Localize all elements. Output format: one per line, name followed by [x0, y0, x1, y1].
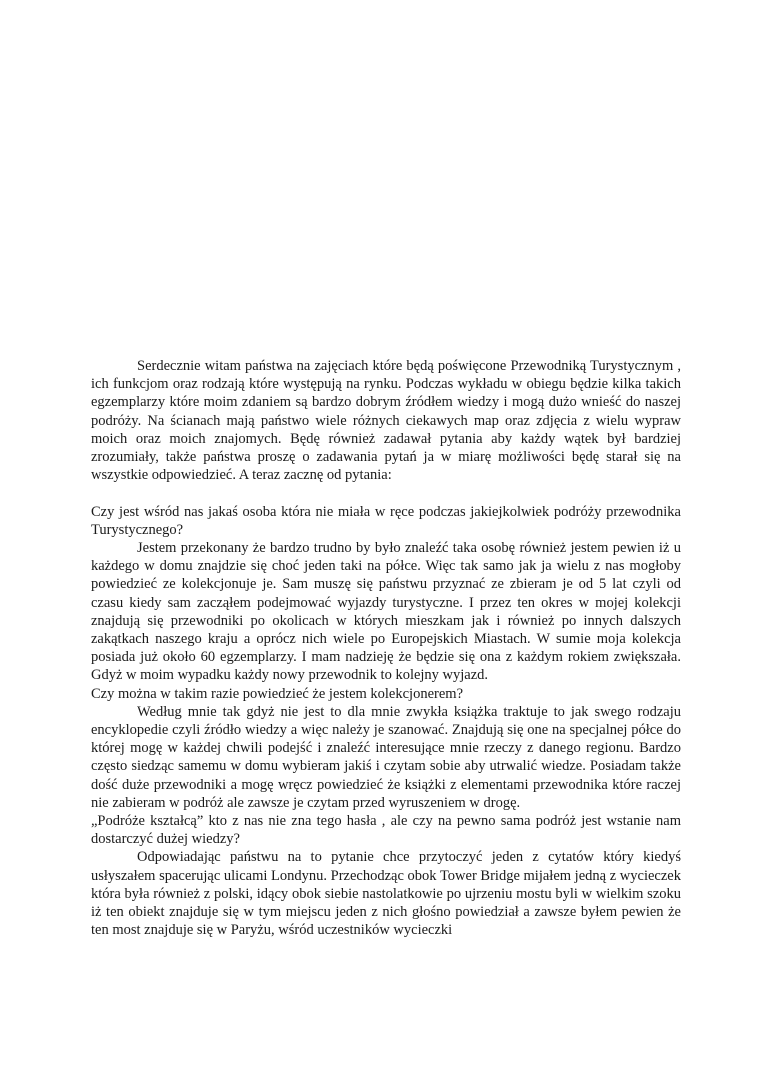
paragraph-intro: Serdecznie witam państwa na zajęciach które będą poświęcone Przewodniką Turystycznym , ich funkcjom oraz rodzają które występują na rynku. Podczas wykładu w obiegu będzie kilka takich egzemplarzy które moim zdaniem są bardzo dobrym źródłem wiedzy i mogą dużo wnieść do naszej podróży. Na ścianach mają państwo wiele różnych ciekawych map oraz zdjęcia z wielu wypraw moich oraz moich znajomych. Będę również zadawał pytania aby każdy wątek był bardziej zrozumiały, także państwa proszę o zadawania pytań ja w miarę możliwości będę starał się na wszystkie odpowiedzieć. A teraz zacznę od pytania:: [91, 358, 681, 484]
paragraph-question-2: Czy można w takim razie powiedzieć że jestem kolekcjonerem?: [91, 685, 464, 702]
paragraph-question-1: Czy jest wśród nas jakaś osoba która nie miała w ręce podczas jakiejkolwiek podróży przewodnika Turystycznego?: [91, 503, 681, 538]
paragraph-answer-3: Odpowiadając państwu na to pytanie chce przytoczyć jeden z cytatów który kiedyś usłyszałem spacerując ulicami Londynu. Przechodząc obok Tower Bridge mijałem jedną z wycieczek która była również z polski, idący obok siebie nastolatkowie po ujrzeniu mostu byli w wielkim szoku iż ten obiekt znajduje się w tym miejscu jeden z nich głośno powiedział a zawsze byłem pewien że ten most znajduje się w Paryżu, wśród uczestników wycieczki: [91, 849, 681, 939]
paragraph-question-3: „Podróże kształcą” kto z nas nie zna tego hasła , ale czy na pewno sama podróż jest wstanie nam dostarczyć dużej wiedzy?: [91, 813, 681, 848]
paragraph-answer-1: Jestem przekonany że bardzo trudno by było znaleźć taka osobę również jestem pewien iż u każdego w domu znajdzie się choć jeden taki na półce. Więc tak samo jak ja wielu z nas mogłoby powiedzieć ze kolekcjonuje je. Sam muszę się państwu przyznać ze zbieram je od 5 lat czyli od czasu kiedy sam zacząłem podejmować wyjazdy turystyczne. I przez ten okres w mojej kolekcji znajdują się przewodniki po okolicach w których mieszkam jak i również po innych dalszych zakątkach naszego kraju a oprócz nich wiele po Europejskich Miastach. W sumie moja kolekcja posiada już około 60 egzemplarzy. I mam nadzieję że będzie się ona z każdym rokiem zwiększała. Gdyż w moim wypadku każdy nowy przewodnik to kolejny wyjazd.: [91, 540, 681, 684]
paragraph-answer-2: Według mnie tak gdyż nie jest to dla mnie zwykła książka traktuje to jak swego rodzaju encyklopedie czyli źródło wiedzy a więc należy je szanować. Znajdują się one na specjalnej półce do której mogę w każdej chwili podejść i znaleźć interesujące mnie rzeczy z danego regionu. Bardzo często siedząc samemu w domu wybieram jakiś i czytam sobie aby utrwalić wiedze. Posiadam także dość duże przewodniki a mogę wręcz powiedzieć że książki z elementami przewodnika które raczej nie zabieram w podróż ale zawsze je czytam przed wyruszeniem w drogę.: [91, 703, 681, 811]
document-body: [91, 357, 681, 939]
paragraph-gap: [91, 484, 681, 502]
